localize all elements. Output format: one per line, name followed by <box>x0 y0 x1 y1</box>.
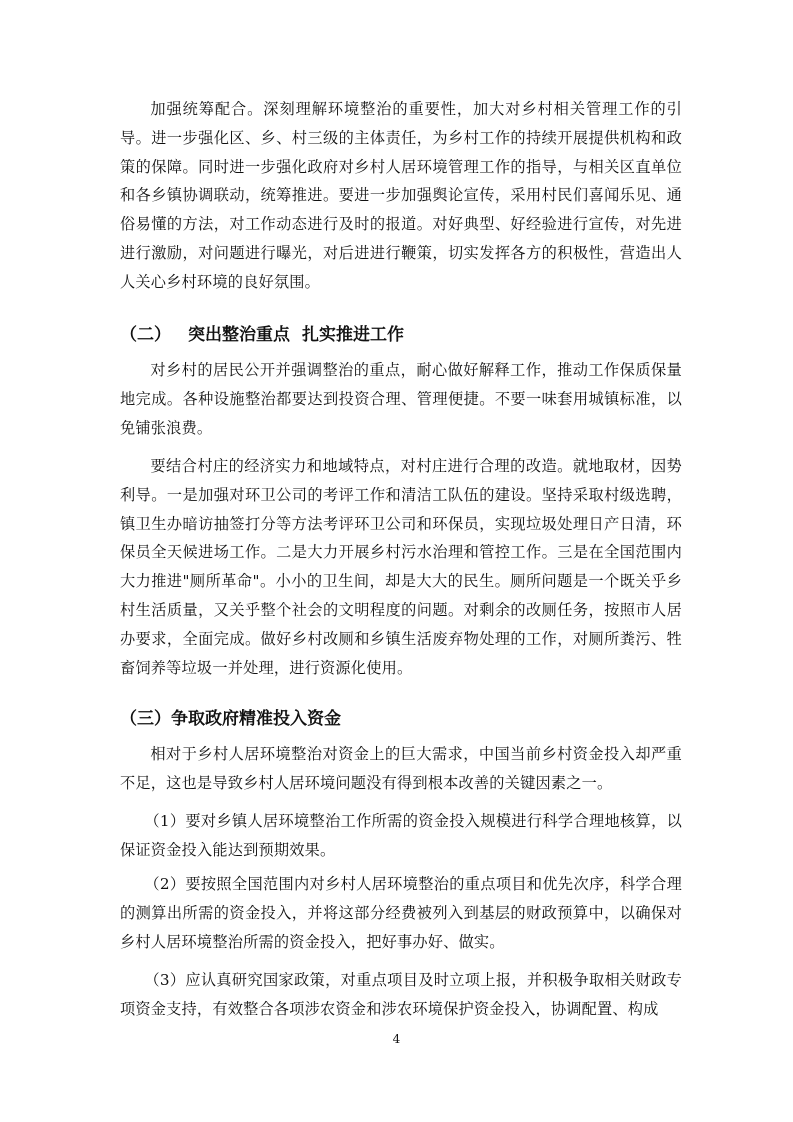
page-number: 4 <box>392 1032 401 1046</box>
section-heading <box>120 321 682 349</box>
list-item: （1）要对乡镇人居环境整治工作所需的资金投入规模进行科学合理地核算，以保证资金投入能达到预期效果。 <box>120 812 682 859</box>
list-item: （2）要按照全国范围内对乡村人居环境整治的重点项目和优先次序，科学合理的测算出所需的资金投入，并将这部分经费被列入到基层的财政预算中，以确保对乡村人居环境整治所需的资金投入，把好事办好、做实。 <box>120 875 682 951</box>
body-paragraph: 相对于乡村人居环境整治对资金上的巨大需求，中国当前乡村资金投入却严重不足，这也是导致乡村人居环境问题没有得到根本改善的关键因素之一。 <box>120 745 682 792</box>
section-title: 争取政府精准投入资金 <box>171 709 341 729</box>
section-title: 突出整治重点 <box>188 325 290 345</box>
body-paragraph: 对乡村的居民公开并强调整治的重点，耐心做好解释工作，推动工作保质保量地完成。各种设施整治都要达到投资合理、管理便捷。不要一味套用城镇标准，以免铺张浪费。 <box>120 361 682 437</box>
section-title: 扎实推进工作 <box>302 325 404 345</box>
list-item: （3）应认真研究国家政策，对重点项目及时立项上报，并积极争取相关财政专项资金支持，有效整合各项涉农资金和涉农环境保护资金投入，协调配置、构成 <box>120 971 682 1018</box>
body-paragraph: 要结合村庄的经济实力和地域特点，对村庄进行合理的改造。就地取材，因势利导。一是加强对环卫公司的考评工作和清洁工队伍的建设。坚持采取村级选聘，镇卫生办暗访抽签打分等方法考评环卫公司和环保员，实现垃圾处理日产日清，环保员全天候进场工作。二是大力开展乡村污水治理和管控工作。三是在全国范围内大力推进"厕所革命"。小小的卫生间，却是大大的民生。厕所问题是一个既关乎乡村生活质量，又关乎整个社会的文明程度的问题。对剩余的改厕任务，按照市人居办要求，全面完成。做好乡村改厕和乡镇生活废弃物处理的工作，对厕所粪污、牲畜饲养等垃圾一并处理，进行资源化使用。 <box>120 457 682 677</box>
section-number: （三） <box>120 709 171 729</box>
section-number: （二） <box>120 325 171 345</box>
body-paragraph: 加强统筹配合。深刻理解环境整治的重要性，加大对乡村相关管理工作的引导。进一步强化区、乡、村三级的主体责任，为乡村工作的持续开展提供机构和政策的保障。同时进一步强化政府对乡村人居环境管理工作的指导，与相关区直单位和各乡镇协调联动，统筹推进。要进一步加强舆论宣传，采用村民们喜闻乐见、通俗易懂的方法，对工作动态进行及时的报道。对好典型、好经验进行宣传，对先进进行激励，对问题进行曝光，对后进进行鞭策，切实发挥各方的积极性，营造出人人关心乡村环境的良好氛围。 <box>120 100 682 291</box>
section-heading <box>120 705 682 733</box>
